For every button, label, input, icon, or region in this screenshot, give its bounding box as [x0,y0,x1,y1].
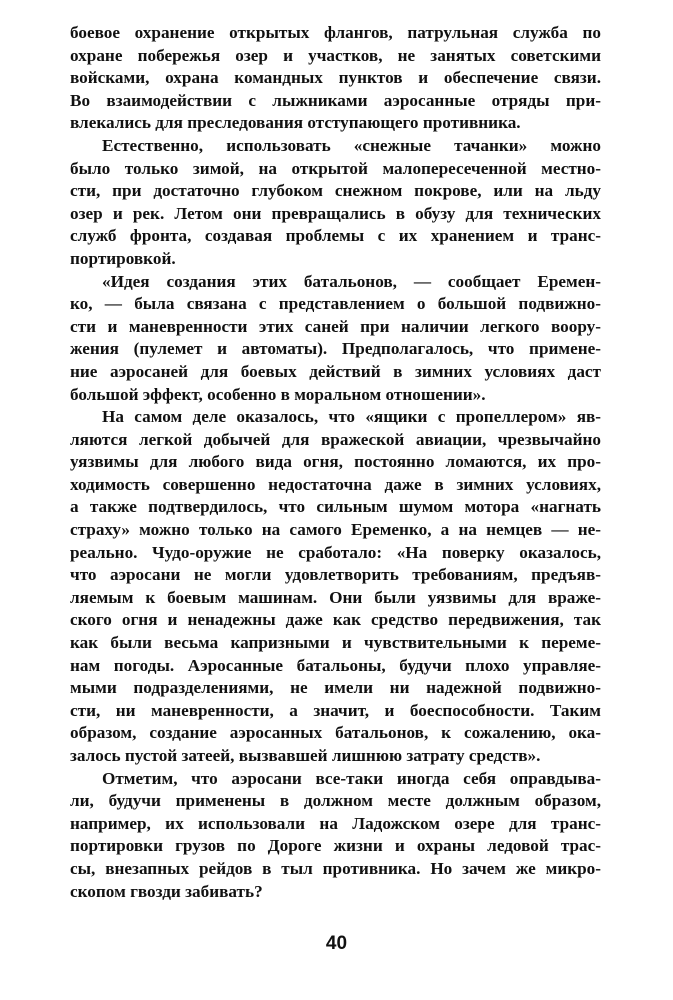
paragraph-5 [70,768,601,904]
paragraph-3 [70,271,601,407]
text-line: портировкой. [70,248,176,268]
text-line: служб фронта, создавая проблемы с их хранением и транс- [70,226,601,246]
paragraph-2 [70,135,601,271]
text-line: уязвимы для любого вида огня, постоянно ломаются, их про- [70,452,601,472]
text-line: сти и маневренности этих саней при наличии легкого воору- [70,316,601,336]
text-line: залось пустой затеей, вызвавшей лишнюю затрату средств». [70,746,541,765]
text-line: Во взаимодействии с лыжниками аэросанные отряды при- [70,90,601,110]
text-line: сти, при достаточно глубоком снежном покрове, или на льду [70,181,601,201]
text-line: например, их использовали на Ладожском озере для транс- [70,813,601,833]
text-line: ского огня и ненадежны даже как средство передвижения, так [70,610,601,630]
text-line: ходимость совершенно недостаточна даже в зимних условиях, [70,474,601,494]
text-line: озер и рек. Летом они превращались в обузу для технических [70,203,601,223]
text-line: большой эффект, особенно в моральном отношении». [70,384,486,404]
text-line: влекались для преследования отступающего противника. [70,113,521,133]
text-line: образом, создание аэросанных батальонов, к сожалению, ока- [70,723,601,743]
text-line: портировки грузов по Дороге жизни и охраны ледовой трас- [70,836,601,856]
text-line: ли, будучи применены в должном месте должным образом, [70,791,601,811]
text-line: реально. Чудо-оружие не сработало: «На поверку оказалось, [70,542,601,562]
paragraph-4 [70,406,601,768]
text-line: На самом деле оказалось, что «ящики с пропеллером» яв- [102,407,601,427]
text-line: скопом гвозди забивать? [70,881,263,901]
text-line: нам погоды. Аэросанные батальоны, будучи плохо управляе- [70,655,601,675]
page-body [70,22,601,903]
text-line: сти, ни маневренности, а значит, и боеспособности. Таким [70,700,601,720]
text-line: ляемым к боевым машинам. Они были уязвимы для враже- [70,587,601,607]
paragraph-1 [70,22,601,135]
text-line: Естественно, использовать «снежные тачанки» можно [102,135,601,155]
text-line: было только зимой, на открытой малопересеченной местно- [70,158,601,178]
text-line: войсками, охрана командных пунктов и обеспечение связи. [70,68,601,88]
text-line: жения (пулемет и автоматы). Предполагалось, что примене- [70,339,601,359]
text-line: Отметим, что аэросани все-таки иногда себя оправдыва- [102,768,601,788]
text-line: ляются легкой добычей для вражеской авиации, чрезвычайно [70,429,601,449]
text-line: что аэросани не могли удовлетворить требованиям, предъяв- [70,565,601,585]
text-line: боевое охранение открытых флангов, патрульная служба по [70,23,601,42]
text-line: мыми подразделениями, не имели ни надежной подвижно- [70,678,601,698]
text-line: ние аэросаней для боевых действий в зимних условиях даст [70,361,601,381]
text-line: ко, — была связана с представлением о большой подвижно- [70,294,601,314]
text-line: а также подтвердилось, что сильным шумом мотора «нагнать [70,497,601,517]
text-line: охране побережья озер и участков, не занятых советскими [70,45,601,65]
text-line: как были весьма капризными и чувствительными к переме- [70,633,601,653]
text-line: сы, внезапных рейдов в тыл противника. Но зачем же микро- [70,858,601,878]
text-line: «Идея создания этих батальонов, — сообщает Еремен- [102,271,601,291]
text-line: страху» можно только на самого Еременко, а на немцев — не- [70,520,601,540]
page-number: 40 [325,933,348,954]
